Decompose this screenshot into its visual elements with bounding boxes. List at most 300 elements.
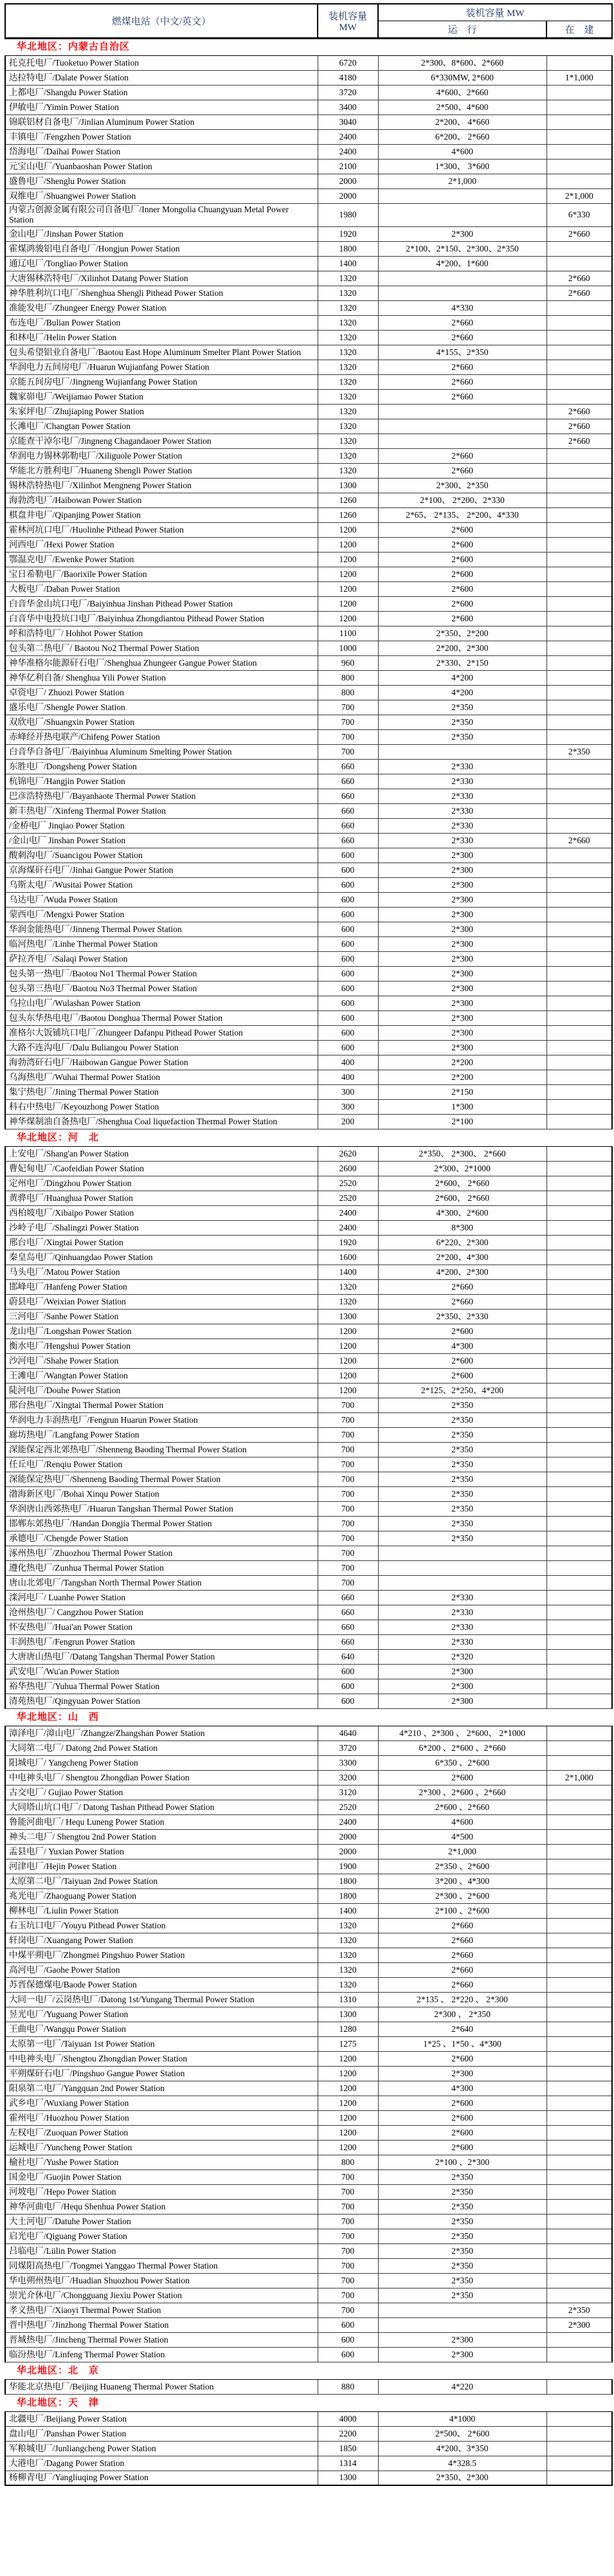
col-header-operating: 运 行 — [378, 21, 546, 39]
station-name: 王滩电厂/Wangtan Power Station — [5, 1368, 318, 1383]
station-capacity-mw: 1200 — [318, 1324, 378, 1338]
station-row — [5, 226, 612, 241]
station-name: 孝义热电厂/Xiaoyi Thermal Power Station — [5, 2303, 318, 2317]
station-row — [5, 2243, 612, 2258]
station-under-construction-units — [546, 1191, 612, 1205]
station-row — [5, 1427, 612, 1442]
station-row — [5, 1220, 612, 1235]
station-row — [5, 174, 612, 189]
station-operating-units: 2*300 、2*600 — [378, 1888, 546, 1903]
station-operating-units: 2*300 — [378, 1025, 546, 1040]
station-under-construction-units — [546, 596, 612, 611]
station-under-construction-units — [546, 522, 612, 537]
station-under-construction-units — [546, 1694, 612, 1708]
station-name: 大港电厂/Dagang Power Station — [5, 2456, 318, 2471]
station-capacity-mw: 2400 — [318, 1814, 378, 1829]
station-capacity-mw: 2520 — [318, 1191, 378, 1205]
station-row — [5, 1829, 612, 1844]
station-capacity-mw: 2000 — [318, 189, 378, 204]
station-capacity-mw: 700 — [318, 2258, 378, 2273]
station-row — [5, 2155, 612, 2170]
station-row — [5, 1472, 612, 1486]
station-operating-units: 4*220 — [378, 2379, 546, 2394]
station-row — [5, 1962, 612, 1977]
station-under-construction-units — [546, 611, 612, 626]
station-operating-units — [378, 434, 546, 448]
station-row — [5, 1770, 612, 1785]
station-name: 太原第二电厂/Taiyuan 2nd Power Station — [5, 1874, 318, 1888]
station-capacity-mw: 1200 — [318, 1353, 378, 1368]
station-operating-units: 2*600 — [378, 1353, 546, 1368]
station-under-construction-units — [546, 537, 612, 552]
station-row — [5, 160, 612, 174]
station-name: 上都电厂/Shangdu Power Station — [5, 86, 318, 100]
station-capacity-mw: 1800 — [318, 241, 378, 256]
station-row — [5, 271, 612, 286]
station-name: 达拉特电厂/Dalate Power Station — [5, 71, 318, 86]
station-under-construction-units — [546, 1176, 612, 1191]
station-name: 渤海新区电厂/Bohai Xinqu Power Station — [5, 1486, 318, 1501]
station-capacity-mw: 600 — [318, 1040, 378, 1055]
region-section-title: 华北地区：山 西 — [5, 1708, 612, 1726]
station-under-construction-units: 2*660 — [546, 226, 612, 241]
station-row — [5, 1442, 612, 1457]
table-header — [5, 4, 612, 39]
station-row — [5, 1694, 612, 1708]
station-capacity-mw: 1320 — [318, 404, 378, 419]
region-section-title: 华北地区：河 北 — [5, 1129, 612, 1146]
station-capacity-mw: 700 — [318, 1457, 378, 1472]
station-row — [5, 2332, 612, 2347]
station-under-construction-units — [546, 1501, 612, 1516]
station-capacity-mw: 600 — [318, 1025, 378, 1040]
station-under-construction-units — [546, 567, 612, 581]
station-operating-units: 2*1,000 — [378, 1844, 546, 1859]
station-row — [5, 1176, 612, 1191]
station-row — [5, 626, 612, 641]
station-capacity-mw: 700 — [318, 729, 378, 744]
station-name: 深能保定热电厂/Shenneng Baoding Thermal Power Station — [5, 1472, 318, 1486]
coal-power-station-document — [0, 3, 614, 2486]
station-operating-units: 4*200 — [378, 685, 546, 700]
station-row — [5, 1679, 612, 1694]
station-under-construction-units — [546, 389, 612, 404]
station-operating-units: 2*300 — [378, 877, 546, 892]
station-row — [5, 330, 612, 345]
station-under-construction-units — [546, 2347, 612, 2362]
station-row — [5, 300, 612, 315]
station-capacity-mw: 700 — [318, 1560, 378, 1575]
station-capacity-mw: 300 — [318, 1099, 378, 1114]
station-operating-units: 8*300 — [378, 1220, 546, 1235]
station-name: 霍州电厂/Huozhou Power Station — [5, 2110, 318, 2125]
station-under-construction-units — [546, 2125, 612, 2140]
station-operating-units — [378, 286, 546, 300]
station-under-construction-units — [546, 1755, 612, 1770]
station-operating-units: 2*100 、2*600 — [378, 1903, 546, 1918]
station-row — [5, 1948, 612, 1962]
station-row — [5, 892, 612, 907]
station-name: 乌拉山电厂/Wulashan Power Station — [5, 996, 318, 1010]
station-operating-units: 2*200、4*300 — [378, 1250, 546, 1265]
station-under-construction-units — [546, 448, 612, 463]
station-operating-units: 2*600 — [378, 522, 546, 537]
station-capacity-mw: 2100 — [318, 160, 378, 174]
station-row — [5, 1859, 612, 1874]
station-row — [5, 1918, 612, 1933]
station-name: 沙岭子电厂/Shalingzi Power Station — [5, 1220, 318, 1235]
station-row — [5, 1531, 612, 1546]
station-under-construction-units — [546, 1516, 612, 1531]
station-operating-units: 2*660 — [378, 315, 546, 330]
station-name: 棋盘井电厂/Qipanjing Power Station — [5, 507, 318, 522]
station-name: 赤峰经开热电联产/Chifeng Power Station — [5, 729, 318, 744]
station-under-construction-units — [546, 2199, 612, 2214]
station-under-construction-units — [546, 2110, 612, 2125]
station-name: 晋中热电厂/Jinzhong Thermal Power Station — [5, 2317, 318, 2332]
station-row — [5, 493, 612, 507]
station-name: 廊坊热电厂/Langfang Power Station — [5, 1427, 318, 1442]
station-under-construction-units — [546, 2471, 612, 2485]
station-operating-units: 3*200 、4*300 — [378, 1874, 546, 1888]
station-row — [5, 1412, 612, 1427]
station-operating-units: 2*350、2*300 — [378, 2471, 546, 2485]
station-capacity-mw: 3400 — [318, 100, 378, 115]
station-row — [5, 1814, 612, 1829]
station-under-construction-units — [546, 715, 612, 729]
station-name: 河坡电厂/Hepo Power Station — [5, 2184, 318, 2199]
station-row — [5, 1501, 612, 1516]
station-name: 河西电厂/Hexi Power Station — [5, 537, 318, 552]
station-name: 双欣电厂/Shuangxin Power Station — [5, 715, 318, 729]
station-operating-units: 1*300、 3*600 — [378, 160, 546, 174]
station-operating-units: 2*300 — [378, 2332, 546, 2347]
station-operating-units: 2*600 — [378, 552, 546, 567]
station-operating-units: 4*300 — [378, 2081, 546, 2096]
station-capacity-mw: 660 — [318, 1620, 378, 1634]
station-under-construction-units — [546, 2066, 612, 2081]
station-row — [5, 789, 612, 803]
station-name: 杨柳青电厂/Yangliuqing Power Station — [5, 2471, 318, 2485]
station-row — [5, 596, 612, 611]
station-under-construction-units — [546, 1726, 612, 1740]
station-under-construction-units — [546, 1977, 612, 1992]
station-capacity-mw: 600 — [318, 1010, 378, 1025]
station-under-construction-units — [546, 160, 612, 174]
station-operating-units: 6*200 、2*600 、2*660 — [378, 1740, 546, 1755]
station-name: 龙山电厂/Longshan Power Station — [5, 1324, 318, 1338]
station-name: 西柏坡电厂/Xibaipo Power Station — [5, 1205, 318, 1220]
station-under-construction-units — [546, 145, 612, 160]
station-under-construction-units — [546, 1486, 612, 1501]
station-under-construction-units — [546, 174, 612, 189]
station-under-construction-units — [546, 2170, 612, 2184]
station-capacity-mw: 1200 — [318, 1383, 378, 1398]
station-row — [5, 507, 612, 522]
station-name: 和林电厂/Helin Power Station — [5, 330, 318, 345]
station-row — [5, 1800, 612, 1814]
station-row — [5, 996, 612, 1010]
station-name: 大同一电厂/云岗热电厂/Datong 1st/Yungang Thermal Power Station — [5, 1992, 318, 2007]
station-row — [5, 1560, 612, 1575]
station-operating-units: 2*350 — [378, 2243, 546, 2258]
station-name: 临河热电厂/Linhe Thermal Power Station — [5, 936, 318, 951]
station-row — [5, 2258, 612, 2273]
station-under-construction-units — [546, 2379, 612, 2394]
station-row — [5, 2170, 612, 2184]
station-capacity-mw: 700 — [318, 1546, 378, 1560]
station-under-construction-units — [546, 996, 612, 1010]
station-name: 军粮城电厂/Junliangcheng Power Station — [5, 2441, 318, 2456]
station-operating-units: 2*660 — [378, 463, 546, 478]
station-under-construction-units — [546, 345, 612, 360]
station-operating-units: 2*350、2*200 — [378, 626, 546, 641]
station-name: 内蒙古创源金属有限公司自备电厂/Inner Mongolia Chuangyuan Metal Power Station — [5, 204, 318, 227]
station-name: 运城电厂/Yuncheng Power Station — [5, 2140, 318, 2155]
station-operating-units: 6*200、 2*660 — [378, 130, 546, 145]
station-name: 河津电厂/Hejin Power Station — [5, 1859, 318, 1874]
station-capacity-mw: 1260 — [318, 493, 378, 507]
station-capacity-mw: 700 — [318, 1412, 378, 1427]
station-capacity-mw: 600 — [318, 848, 378, 863]
station-name: 霍煤鸿骏铝电自备电厂/Hongjun Power Station — [5, 241, 318, 256]
station-capacity-mw: 700 — [318, 2199, 378, 2214]
station-name: 武安电厂/Wu'an Power Station — [5, 1664, 318, 1679]
station-capacity-mw: 700 — [318, 1501, 378, 1516]
station-operating-units: 4*600、2*660 — [378, 86, 546, 100]
station-operating-units: 2*500、 2*600 — [378, 2426, 546, 2441]
station-name: 秦皇岛电厂/Qinhuangdao Power Station — [5, 1250, 318, 1265]
station-operating-units: 2*100、2*150、2*300、2*350 — [378, 241, 546, 256]
station-row — [5, 2379, 612, 2394]
station-under-construction-units — [546, 2456, 612, 2471]
station-capacity-mw: 640 — [318, 1649, 378, 1664]
station-row — [5, 434, 612, 448]
station-capacity-mw: 4640 — [318, 1726, 378, 1740]
station-capacity-mw: 600 — [318, 922, 378, 936]
station-under-construction-units — [546, 1531, 612, 1546]
station-operating-units: 2*300 — [378, 907, 546, 922]
station-under-construction-units — [546, 493, 612, 507]
station-name: 伊敏电厂/Yimin Power Station — [5, 100, 318, 115]
station-capacity-mw: 700 — [318, 2273, 378, 2288]
station-capacity-mw: 1200 — [318, 2066, 378, 2081]
station-operating-units: 2*660 — [378, 1948, 546, 1962]
station-operating-units: 2*600 — [378, 596, 546, 611]
station-row — [5, 922, 612, 936]
station-name: 华润唐山西郊热电厂/Huarun Tangshan Thermal Power Station — [5, 1501, 318, 1516]
station-operating-units: 2*300 — [378, 936, 546, 951]
station-name: 包头希望铝业自备电厂/Baotou East Hope Aluminum Smelter Plant Power Station — [5, 345, 318, 360]
station-name: 唐山北郊电厂/Tangshan North Thermal Power Station — [5, 1575, 318, 1590]
station-name: 三河电厂/Sanhe Power Station — [5, 1309, 318, 1324]
station-row — [5, 537, 612, 552]
station-capacity-mw: 660 — [318, 833, 378, 848]
station-under-construction-units — [546, 1324, 612, 1338]
station-under-construction-units — [546, 2007, 612, 2022]
station-under-construction-units — [546, 1070, 612, 1084]
station-row — [5, 2347, 612, 2362]
station-operating-units: 2*350 — [378, 1398, 546, 1412]
station-capacity-mw: 1320 — [318, 286, 378, 300]
station-name: 通辽电厂/Tongliao Power Station — [5, 256, 318, 271]
station-row — [5, 2273, 612, 2288]
station-capacity-mw: 600 — [318, 981, 378, 996]
station-under-construction-units: 2*350 — [546, 744, 612, 759]
station-operating-units: 2*350 — [378, 2258, 546, 2273]
station-under-construction-units: 2*660 — [546, 434, 612, 448]
station-name: 沧州热电厂/ Cangzhou Power Station — [5, 1605, 318, 1620]
station-operating-units: 2*600 — [378, 1770, 546, 1785]
station-name: 阳城电厂/ Yangcheng Power Station — [5, 1755, 318, 1770]
station-row — [5, 611, 612, 626]
station-name: 元宝山电厂/Yuanbaoshan Power Station — [5, 160, 318, 174]
station-name: 邢台电厂/Xingtai Power Station — [5, 1235, 318, 1250]
station-capacity-mw: 1400 — [318, 256, 378, 271]
station-operating-units: 2*330 — [378, 1634, 546, 1649]
station-operating-units: 2*300 — [378, 996, 546, 1010]
station-under-construction-units — [546, 315, 612, 330]
station-capacity-mw: 1320 — [318, 345, 378, 360]
station-name: 邯郸东郊热电厂/Handan Dongjia Thermal Power Station — [5, 1516, 318, 1531]
station-name: 中电神头电厂/Shengtou Zhongdian Power Station — [5, 2051, 318, 2066]
station-name: 海勃湾矸石电厂/Haibowan Gangue Power Station — [5, 1055, 318, 1070]
station-operating-units: 2*350 — [378, 715, 546, 729]
station-row — [5, 670, 612, 685]
coal-power-station-table — [5, 3, 613, 2486]
station-under-construction-units — [546, 1859, 612, 1874]
station-under-construction-units — [546, 1398, 612, 1412]
station-under-construction-units — [546, 300, 612, 315]
region-section-title: 华北地区：内蒙古自治区 — [5, 39, 612, 56]
station-capacity-mw: 1320 — [318, 1279, 378, 1294]
station-name: 柳林电厂/Liulin Power Station — [5, 1903, 318, 1918]
station-name: 临汾热电厂/Linfeng Thermal Power Station — [5, 2347, 318, 2362]
station-name: 萨拉齐电厂/Salaqi Power Station — [5, 951, 318, 966]
station-operating-units: 2*350 — [378, 1531, 546, 1546]
station-row — [5, 1398, 612, 1412]
station-under-construction-units — [546, 655, 612, 670]
station-under-construction-units: 2*660 — [546, 286, 612, 300]
station-operating-units: 2*600 — [378, 2110, 546, 2125]
station-under-construction-units — [546, 2243, 612, 2258]
region-section-row — [5, 1708, 612, 1726]
station-name: 魏家峁电厂/Weijiamao Power Station — [5, 389, 318, 404]
station-under-construction-units — [546, 1294, 612, 1309]
station-name: 同煤阳高热电厂/Tongmei Yanggao Thermal Power Station — [5, 2258, 318, 2273]
station-name: 武乡电厂/Wuxiang Power Station — [5, 2096, 318, 2110]
station-capacity-mw: 1400 — [318, 1903, 378, 1918]
station-operating-units: 4*300 — [378, 1338, 546, 1353]
station-name: 神华煤制油自备热电厂/Shenghua Coal liquefaction Thermal Power Station — [5, 1114, 318, 1129]
station-row — [5, 241, 612, 256]
station-row — [5, 448, 612, 463]
station-operating-units: 2*350、 2*300、 2*660 — [378, 1146, 546, 1161]
station-name: 长滩电厂/Changtan Power Station — [5, 419, 318, 434]
station-under-construction-units — [546, 641, 612, 655]
station-row — [5, 130, 612, 145]
station-capacity-mw: 600 — [318, 2317, 378, 2332]
station-capacity-mw: 1000 — [318, 641, 378, 655]
station-operating-units: 2*300 — [378, 1040, 546, 1055]
station-capacity-mw: 2400 — [318, 145, 378, 160]
station-under-construction-units — [546, 1962, 612, 1977]
station-name: 国金电厂/Guojin Power Station — [5, 2170, 318, 2184]
station-row — [5, 2199, 612, 2214]
station-under-construction-units — [546, 1590, 612, 1605]
station-under-construction-units — [546, 1948, 612, 1962]
station-operating-units: 2*300、8*600、2*660 — [378, 56, 546, 71]
station-capacity-mw: 1320 — [318, 1294, 378, 1309]
region-section-row — [5, 2362, 612, 2379]
station-under-construction-units — [546, 360, 612, 374]
station-under-construction-units — [546, 626, 612, 641]
station-name: 任丘电厂/Renqiu Power Station — [5, 1457, 318, 1472]
station-capacity-mw: 1200 — [318, 2081, 378, 2096]
col-header-installed-capacity — [318, 4, 378, 39]
station-operating-units: 2*300 — [378, 966, 546, 981]
station-capacity-mw: 2620 — [318, 1146, 378, 1161]
station-operating-units: 2*65、 2*135、 2*200、4*330 — [378, 507, 546, 522]
station-under-construction-units: 2*660 — [546, 404, 612, 419]
station-name: 包头第一热电厂/Baotou No1 Thermal Power Station — [5, 966, 318, 981]
station-row — [5, 1620, 612, 1634]
station-operating-units — [378, 1560, 546, 1575]
station-operating-units: 2*350 — [378, 1457, 546, 1472]
station-name: 白音华金山坑口电厂/Baiyinhua Jinshan Pithead Power Station — [5, 596, 318, 611]
station-name: 巴彦浩特热电厂/Bayanhaote Thermal Power Station — [5, 789, 318, 803]
station-name: 定州电厂/Dingzhou Power Station — [5, 1176, 318, 1191]
station-name: /金桥电厂 Jinqiao Power Station — [5, 818, 318, 833]
station-row — [5, 1664, 612, 1679]
station-under-construction-units — [546, 552, 612, 567]
station-row — [5, 2096, 612, 2110]
station-row — [5, 2022, 612, 2036]
station-under-construction-units — [546, 1265, 612, 1279]
station-operating-units: 2*330 — [378, 774, 546, 789]
station-under-construction-units — [546, 2273, 612, 2288]
station-row — [5, 1338, 612, 1353]
station-name: 京能五间房电厂/Jingneng Wujianfang Power Station — [5, 374, 318, 389]
station-operating-units: 4*200 — [378, 670, 546, 685]
station-name: 京海煤矸石电厂/Jinhai Gangue Power Station — [5, 863, 318, 877]
station-under-construction-units — [546, 670, 612, 685]
station-operating-units: 2*600 — [378, 2096, 546, 2110]
station-under-construction-units — [546, 1918, 612, 1933]
station-capacity-mw: 1850 — [318, 2441, 378, 2456]
station-operating-units: 2*200 — [378, 1055, 546, 1070]
station-row — [5, 404, 612, 419]
station-under-construction-units — [546, 729, 612, 744]
station-name: 遵化热电厂/Zunhua Thermal Power Station — [5, 1560, 318, 1575]
station-under-construction-units — [546, 2258, 612, 2273]
station-name: 岱海电厂/Daihai Power Station — [5, 145, 318, 160]
station-under-construction-units — [546, 1903, 612, 1918]
station-operating-units: 2*350 — [378, 1472, 546, 1486]
station-capacity-mw: 600 — [318, 907, 378, 922]
station-under-construction-units — [546, 2441, 612, 2456]
station-row — [5, 56, 612, 71]
station-name: 丰镇电厂/Fengzhen Power Station — [5, 130, 318, 145]
station-under-construction-units — [546, 2096, 612, 2110]
station-name: 白音华中电投坑口电厂/Baiyinhua Zhongdiantou Pithead Power Station — [5, 611, 318, 626]
station-row — [5, 478, 612, 493]
station-under-construction-units — [546, 1353, 612, 1368]
station-under-construction-units — [546, 1664, 612, 1679]
station-capacity-mw: 400 — [318, 1055, 378, 1070]
station-table-body — [5, 39, 612, 2486]
station-name: 涿州热电厂/Zhuozhou Thermal Power Station — [5, 1546, 318, 1560]
